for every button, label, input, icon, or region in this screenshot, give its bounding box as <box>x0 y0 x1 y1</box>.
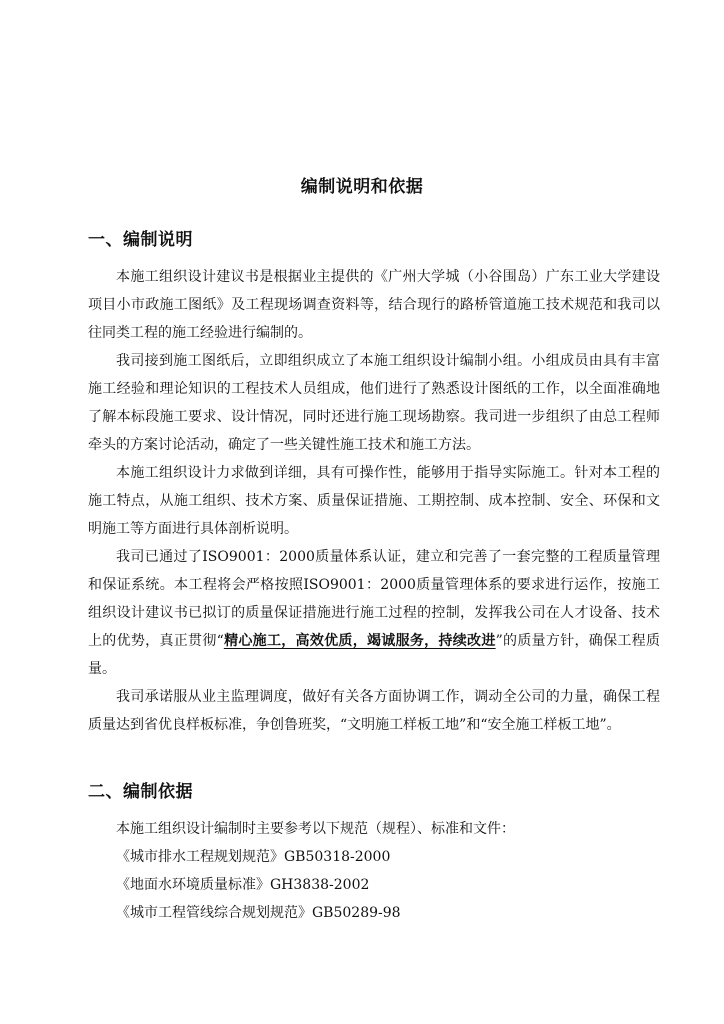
section-heading-compilation-notes: 一、编制说明 <box>88 230 193 250</box>
quality-text-after: ”的质量方针，确保工程质量。 <box>88 633 660 677</box>
document-title: 编制说明和依据 <box>300 177 424 197</box>
section-heading-compilation-basis: 二、编制依据 <box>88 782 193 802</box>
quality-policy-emphasis: 精心施工，高效优质，竭诚服务，持续改进 <box>223 633 496 649</box>
paragraph-team: 我司接到施工图纸后，立即组织成立了本施工组织设计编制小组。小组成员由具有丰富施工经验和理论知识的工程技术人员组成，他们进行了熟悉设计图纸的工作，以全面准确地了解本标段施工要求、设计情况，同时还进行施工现场勘察。我司进一步组织了由总工程师牵头的方案讨论活动，确定了一些关键性施工技术和施工方法。 <box>88 353 660 453</box>
compilation-basis-body <box>88 815 660 927</box>
paragraph-commitment: 我司承诺服从业主监理调度，做好有关各方面协调工作，调动全公司的力量，确保工程质量达到省优良样板标准，争创鲁班奖，“文明施工样板工地”和“安全施工样板工地”。 <box>88 689 660 733</box>
reference-item: 《地面水环境质量标准》GH3838-2002 <box>116 877 370 893</box>
paragraph-basis: 本施工组织设计建议书是根据业主提供的《广州大学城（小谷围岛）广东工业大学建设项目小市政施工图纸》及工程现场调查资料等，结合现行的路桥管道施工技术规范和我司以往同类工程的施工经验进行编制的。 <box>88 269 660 341</box>
reference-item: 《城市排水工程规划规范》GB50318-2000 <box>116 849 391 865</box>
quality-text-before: 我司已通过了ISO9001：2000质量体系认证，建立和完善了一套完整的工程质量管理和保证系统。本工程将会严格按照ISO9001：2000质量管理体系的要求进行运作，按施工组织设计建议书已拟订的质量保证措施进行施工过程的控制，发挥我公司在人才设备、技术上的优势，真正贯彻“ <box>88 549 660 649</box>
reference-item: 《城市工程管线综合规划规范》GB50289-98 <box>116 905 401 921</box>
paragraph-quality <box>88 543 660 683</box>
compilation-notes-body <box>88 263 660 739</box>
paragraph-scope: 本施工组织设计力求做到详细，具有可操作性，能够用于指导实际施工。针对本工程的施工特点，从施工组织、技术方案、质量保证措施、工期控制、成本控制、安全、环保和文明施工等方面进行具体剖析说明。 <box>88 465 660 537</box>
basis-intro: 本施工组织设计编制时主要参考以下规范（规程）、标准和文件： <box>116 821 515 837</box>
